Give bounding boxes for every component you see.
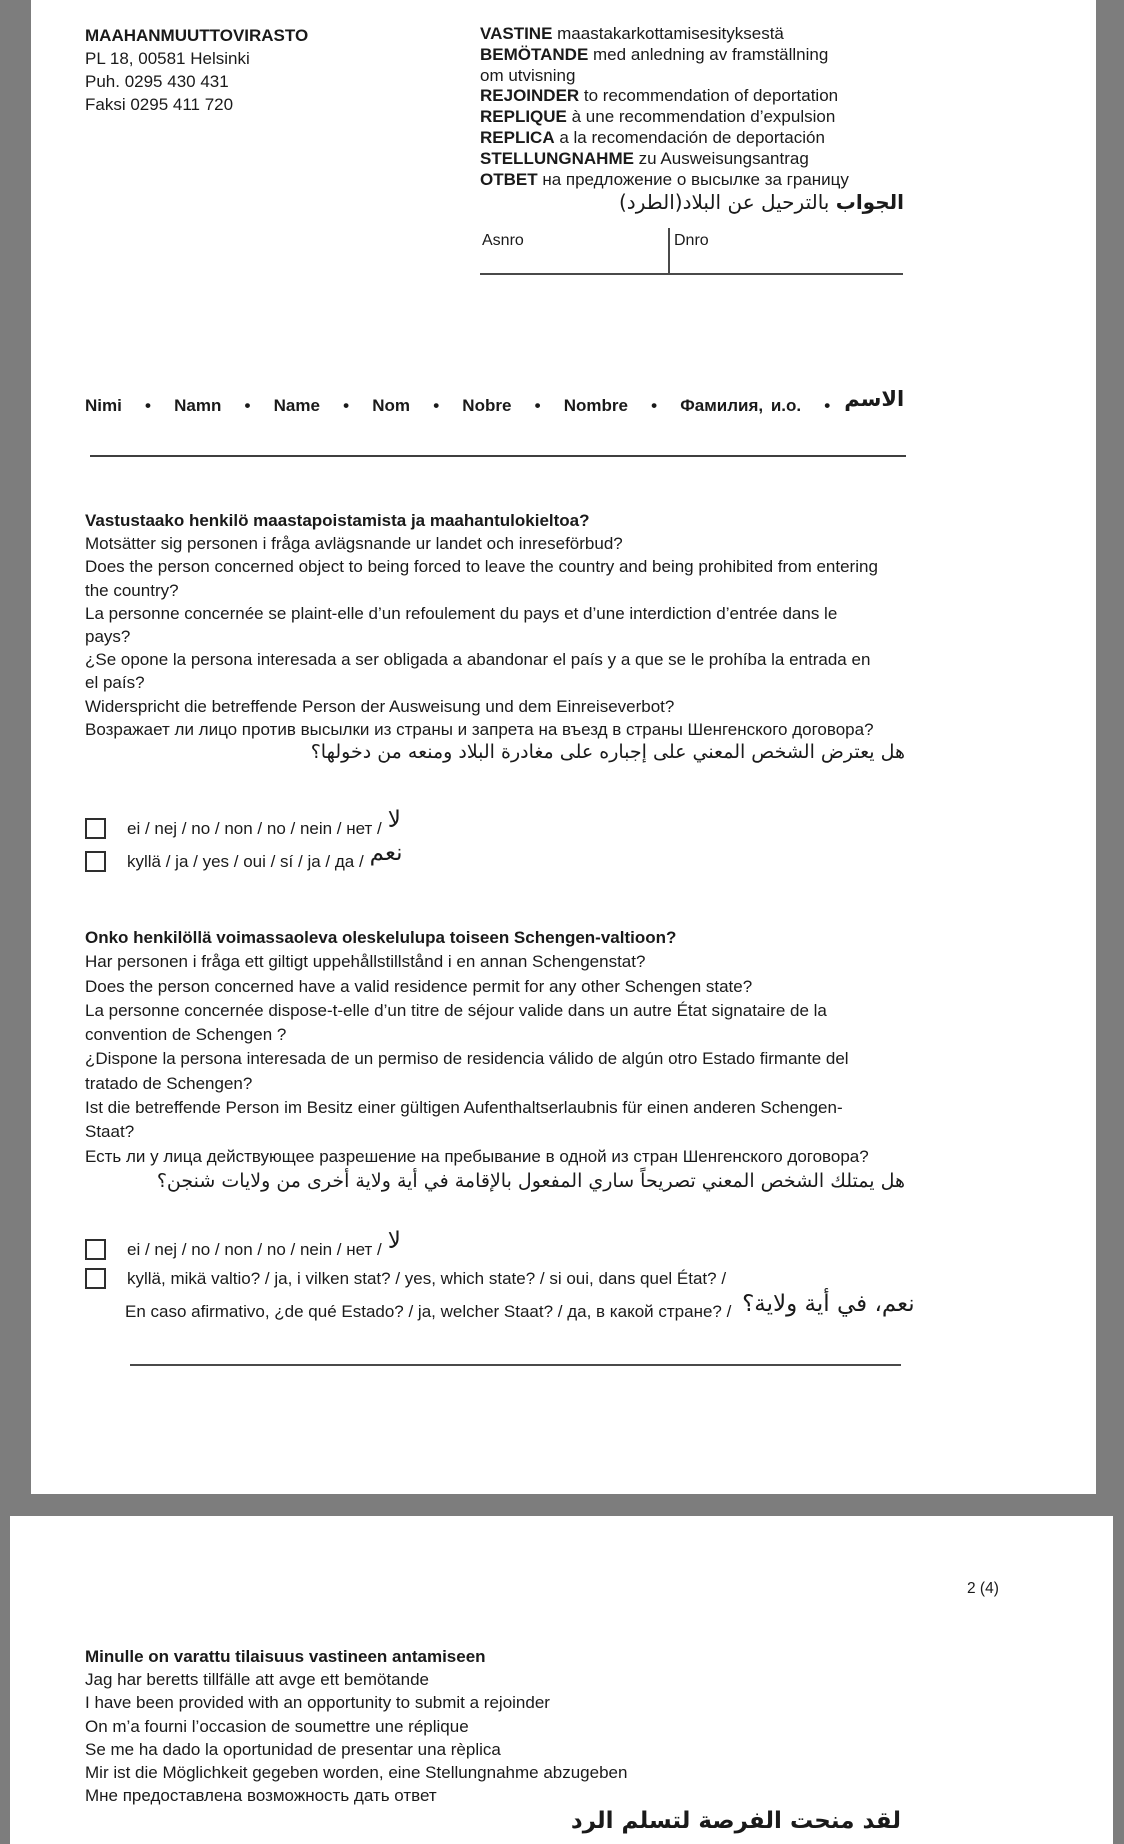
statement-block [85, 1645, 901, 1834]
question-1 [85, 509, 905, 764]
agency-header [85, 24, 308, 116]
question-line: Есть ли у лица действующее разрешение на пребывание в одной из стран Шенгенского договора? [85, 1146, 869, 1166]
q2-option-no-label: ei / nej / no / non / no / nein / нет / [127, 1239, 382, 1259]
form-title-term-arabic: الجواب [835, 190, 904, 214]
q2-option-yes-label: kyllä, mikä valtio? / ja, i vilken stat? / yes, which state? / si oui, dans quel État? / [127, 1269, 727, 1288]
form-title-term: REJOINDER [480, 86, 580, 106]
form-title-line-ru [480, 170, 849, 191]
form-title-term: BEMÖTANDE [480, 44, 589, 64]
q1-option-no-label-arabic: لا [387, 807, 401, 833]
form-title-term: REPLIQUE [480, 107, 567, 127]
question-line: Motsätter sig personen i fråga avlägsnande ur landet och inreseförbud? [85, 534, 623, 554]
q1-option-no-label: ei / nej / no / non / no / nein / нет / [127, 818, 382, 838]
statement-arabic: لقد منحت الفرصة لتسلم الرد [570, 1808, 901, 1835]
statement-line: I have been provided with an opportunity to submit a rejoinder [85, 1693, 550, 1713]
form-title-line-fr [480, 107, 849, 128]
q1-checkbox-no[interactable] [85, 818, 106, 839]
agency-fax: Faksi 0295 411 720 [85, 95, 234, 114]
dnro-field[interactable] [668, 228, 903, 273]
question-line: Har personen i fråga ett giltigt uppehållstillstånd i en annan Schengenstat? [85, 952, 646, 972]
q2-option-yes-row [85, 1268, 726, 1289]
question-line: Does the person concerned have a valid residence permit for any other Schengen state? [85, 976, 753, 996]
form-title-line-en [480, 86, 849, 107]
form-title-text-arabic: بالترحيل عن البلاد(الطرد) [618, 190, 836, 214]
q2-option-yes-label-line2: En caso afirmativo, ¿de qué Estado? / ja, welcher Staat? / да, в какой стране? / [125, 1302, 732, 1321]
case-number-fields [480, 228, 903, 275]
question-line: Widerspricht die betreffende Person der Ausweisung und dem Einreiseverbot? [85, 696, 675, 716]
form-title-line-es [480, 128, 849, 149]
form-title-line-de [480, 149, 849, 170]
question-line: pays? [85, 627, 131, 647]
statement-heading: Minulle on varattu tilaisuus vastineen antamiseen [85, 1647, 486, 1666]
form-title-text: на предложение о высылке за границу [537, 169, 849, 189]
q2-checkbox-yes[interactable] [85, 1268, 106, 1289]
form-title-text: om utvisning [480, 65, 576, 85]
question-line: convention de Schengen ? [85, 1025, 287, 1045]
statement-line: Мне предоставлена возможность дать ответ [85, 1786, 437, 1806]
q1-option-yes-label: kyllä / ja / yes / oui / sí / ja / да / [127, 851, 364, 871]
form-title-line-sv [480, 45, 849, 66]
form-title-line-sv2 [480, 66, 849, 87]
state-answer-line[interactable] [130, 1364, 901, 1366]
form-title-term: ОТВЕТ [480, 169, 538, 189]
form-title-term: VASTINE [480, 24, 553, 43]
q2-option-no-label-arabic: لا [387, 1228, 401, 1254]
question-line: Does the person concerned object to being forced to leave the country and being prohibited from entering [85, 557, 878, 577]
form-title-text: à une recommendation d’expulsion [566, 107, 836, 127]
page-number: 2 (4) [967, 1580, 999, 1597]
form-title-text: zu Ausweisungsantrag [633, 148, 809, 168]
q2-checkbox-no[interactable] [85, 1239, 106, 1260]
name-label-arabic: الاسم [844, 387, 905, 411]
form-title-line-arabic [480, 190, 904, 214]
question-line: el país? [85, 673, 145, 693]
question-line: Возражает ли лицо против высылки из страны и запрета на въезд в страны Шенгенского договора? [85, 719, 874, 739]
statement-line: Jag har beretts tillfälle att avge ett bemötande [85, 1670, 429, 1690]
agency-address: PL 18, 00581 Helsinki [85, 49, 250, 68]
question-1-heading: Vastustaako henkilö maastapoistamista ja maahantulokieltoa? [85, 511, 590, 530]
question-line: tratado de Schengen? [85, 1073, 253, 1093]
q2-option-yes-continuation [125, 1291, 915, 1323]
q1-option-no-row [85, 807, 401, 841]
question-line: ¿Se opone la persona interesada a ser obligada a abandonar el país y a que se le prohíba la entrada en [85, 650, 871, 670]
question-1-arabic: هل يعترض الشخص المعني على إجباره على مغادرة البلاد ومنعه من دخولها؟ [310, 741, 905, 764]
form-title-line-fi [480, 24, 849, 45]
form-title-text: a la recomendación de deportación [554, 127, 825, 147]
asnro-field[interactable] [480, 228, 668, 273]
form-title-text: med anledning av framställning [588, 44, 829, 64]
form-title-text: maastakarkottamisesityksestä [552, 24, 784, 43]
pdf-page-1 [31, 0, 1096, 1494]
agency-phone: Puh. 0295 430 431 [85, 72, 229, 91]
question-line: the country? [85, 580, 179, 600]
form-title-text: to recommendation of deportation [579, 86, 839, 106]
name-field-underline[interactable] [90, 455, 906, 457]
question-line: Ist die betreffende Person im Besitz einer gültigen Aufenthaltserlaubnis für einen anderen Schengen- [85, 1098, 843, 1118]
q1-option-yes-label-arabic: نعم [369, 840, 403, 866]
question-2-heading: Onko henkilöllä voimassaoleva oleskelulupa toiseen Schengen-valtioon? [85, 928, 677, 947]
asnro-label: Asnro [482, 232, 524, 249]
name-field-row [85, 387, 905, 416]
dnro-label: Dnro [674, 232, 709, 249]
q1-checkbox-yes[interactable] [85, 851, 106, 872]
form-title-block [480, 24, 849, 190]
question-line: Staat? [85, 1122, 135, 1142]
agency-name: MAAHANMUUTTOVIRASTO [85, 26, 309, 45]
statement-line: On m’a fourni l’occasion de soumettre une réplique [85, 1716, 469, 1736]
form-title-term: REPLICA [480, 127, 555, 147]
form-title-term: STELLUNGNAHME [480, 148, 634, 168]
pdf-page-2 [10, 1516, 1113, 1844]
q2-option-yes-label-arabic: نعم، في أية ولاية؟ [742, 1291, 915, 1317]
question-2 [85, 926, 905, 1193]
statement-line: Se me ha dado la oportunidad de presentar una rèplica [85, 1739, 501, 1759]
q2-option-no-row [85, 1228, 401, 1262]
question-2-arabic: هل يمتلك الشخص المعني تصريحاً ساري المفعول بالإقامة في أية ولاية أخرى من ولايات شنجن؟ [156, 1169, 905, 1192]
name-label-latin: Nimi • Namn • Name • Nom • Nobre • Nombre • Фамилия, и.о. • [85, 396, 831, 415]
question-line: ¿Dispone la persona interesada de un permiso de residencia válido de algún otro Estado firmante del [85, 1049, 849, 1069]
question-line: La personne concernée se plaint-elle d’un refoulement du pays et d’une interdiction d’entrée dans le [85, 603, 838, 623]
statement-line: Mir ist die Möglichkeit gegeben worden, eine Stellungnahme abzugeben [85, 1763, 628, 1783]
q1-option-yes-row [85, 840, 403, 874]
question-line: La personne concernée dispose-t-elle d’un titre de séjour valide dans un autre État signataire de la [85, 1000, 827, 1020]
